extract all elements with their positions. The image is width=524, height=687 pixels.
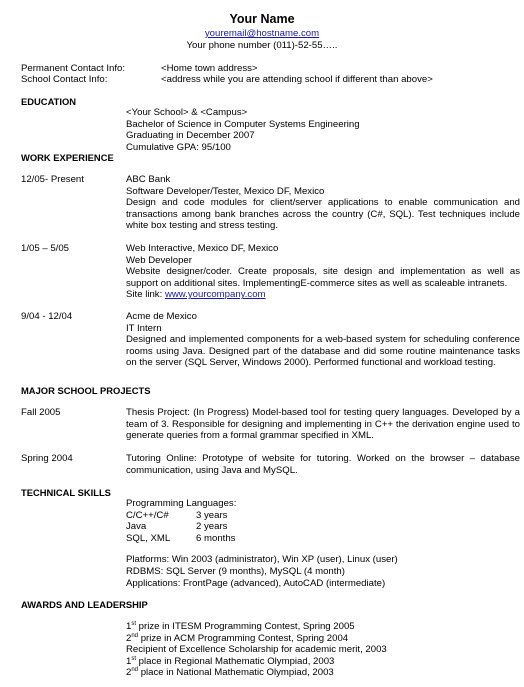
languages-table [126, 510, 520, 545]
award-item [126, 656, 520, 668]
job-company: ABC Bank [126, 174, 171, 185]
applications-line: Applications: FrontPage (advanced), AutoCAD (intermediate) [126, 577, 386, 589]
job-date: 1/05 – 5/05 [21, 243, 70, 254]
language-name: C/C++/C# [126, 509, 169, 521]
job-title: IT Intern [126, 322, 162, 334]
education-heading: EDUCATION [21, 96, 77, 107]
award-ordinal-suffix: st [131, 621, 137, 627]
award-text: place in Regional Mathematic Olympiad, 2003 [136, 655, 335, 667]
job-title: Software Developer/Tester, Mexico DF, Mexico [126, 185, 325, 197]
job-description: Designed and implemented components for a web-based system for scheduling conference rooms using Java. Designed part of the database and did some routine maintenance tasks on the server (SQL Server, Windows 2000). Performed functional and workload testing. [126, 334, 520, 369]
language-name: SQL, XML [126, 532, 171, 544]
projects-heading: MAJOR SCHOOL PROJECTS [21, 385, 151, 396]
rdbms-line: RDBMS: SQL Server (9 months), MySQL (4 month) [126, 565, 345, 577]
site-link-label: Site link: [126, 289, 163, 301]
award-item [126, 633, 520, 645]
project-date: Spring 2004 [21, 453, 73, 464]
work-heading: WORK EXPERIENCE [21, 152, 114, 163]
language-name: Java [126, 521, 147, 533]
phone-number: Your phone number (011)-52-55….. [186, 40, 338, 51]
education-school: <Your School> & <Campus> [126, 107, 248, 118]
award-ordinal: 1 [126, 621, 132, 632]
award-ordinal: 2 [126, 667, 132, 679]
education-gpa: Cumulative GPA: 95/100 [126, 141, 231, 153]
award-ordinal: 1 [126, 655, 132, 667]
awards-block [126, 621, 520, 679]
award-ordinal: 2 [126, 632, 132, 644]
job-company: Acme de Mexico [126, 311, 197, 322]
award-ordinal-suffix: nd [131, 632, 139, 639]
platforms-line: Platforms: Win 2003 (administrator), Win XP (user), Linux (user) [126, 554, 398, 566]
job-site-row [126, 289, 520, 301]
school-contact-value: <address while you are attending school if different than above> [161, 74, 433, 85]
education-block [126, 107, 520, 153]
education-degree: Bachelor of Science in Computer Systems Engineering [126, 118, 360, 130]
permanent-contact-value: <Home town address> [161, 63, 258, 74]
award-ordinal-suffix: st [131, 655, 137, 662]
skills-block [126, 498, 520, 589]
resume-name: Your Name [229, 12, 295, 26]
job-entry [126, 311, 520, 369]
languages-label: Programming Languages: [126, 498, 237, 509]
awards-heading: AWARDS AND LEADERSHIP [21, 599, 148, 610]
language-row [126, 521, 520, 533]
company-site-link[interactable]: www.yourcompany.com [164, 289, 266, 301]
language-years: 3 years [196, 509, 228, 521]
award-text: Recipient of Excellence Scholarship for academic merit, 2003 [126, 644, 387, 656]
job-title: Web Developer [126, 254, 192, 266]
award-item [126, 667, 520, 679]
language-row [126, 533, 520, 545]
school-contact-label: School Contact Info: [21, 74, 108, 85]
project-description: Tutoring Online: Prototype of website for tutoring. Worked on the browser – database communication, using Java and MySQL. [126, 453, 520, 476]
job-description: Website designer/coder. Create proposals, site design and implementation as well as support on additional sites. ImplementingE-commerce sites as well as scaleable intranets. [126, 266, 520, 289]
award-item [126, 621, 520, 633]
job-date: 12/05- Present [21, 174, 84, 185]
project-description: Thesis Project: (In Progress) Model-based tool for testing query languages. Developed by a team of 3. Responsible for designing and implementing in C++ the derivation engine used to generate queries from a formal grammar specified in XML. [126, 407, 520, 442]
project-entry [126, 453, 520, 476]
permanent-contact-label: Permanent Contact Info: [21, 63, 125, 74]
language-row [126, 510, 520, 522]
job-entry [126, 174, 520, 232]
award-text: prize in ITESM Programming Contest, Spring 2005 [136, 621, 355, 632]
award-text: place in National Mathematic Olympiad, 2003 [138, 667, 334, 679]
award-item [126, 644, 520, 656]
language-years: 6 months [196, 532, 236, 544]
job-date: 9/04 - 12/04 [21, 311, 73, 322]
award-text: prize in ACM Programming Contest, Spring 2004 [138, 632, 349, 644]
language-years: 2 years [196, 521, 228, 533]
project-date: Fall 2005 [21, 407, 61, 418]
email-link[interactable]: youremail@hostname.com [204, 28, 320, 39]
award-ordinal-suffix: nd [131, 667, 139, 674]
job-description: Design and code modules for client/server applications to enable communication and transactions among bank branches across the country (C#, SQL). Test techniques include white box testing and stress testing. [126, 197, 520, 232]
education-graduation: Graduating in December 2007 [126, 130, 255, 142]
job-company: Web Interactive, Mexico DF, Mexico [126, 243, 279, 254]
job-entry [126, 243, 520, 301]
skills-heading: TECHNICAL SKILLS [21, 487, 111, 498]
project-entry [126, 407, 520, 442]
